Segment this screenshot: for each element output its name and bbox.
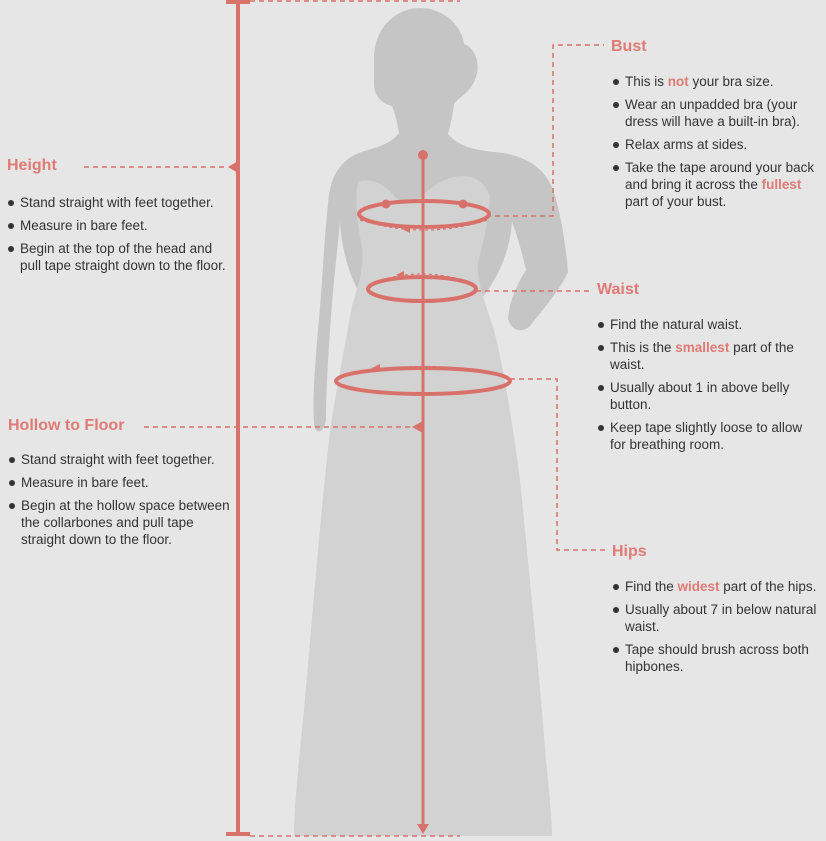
height-bullets	[8, 194, 230, 280]
list-item: Stand straight with feet together.	[8, 194, 230, 211]
silhouette	[294, 8, 568, 836]
highlighted-word: not	[667, 74, 689, 89]
list-item: Begin at the hollow space between the collarbones and pull tape straight down to the floor.	[9, 497, 234, 548]
hips-title: Hips	[612, 543, 647, 560]
height-title: Height	[7, 157, 57, 174]
list-item: Wear an unpadded bra (your dress will have a built-in bra).	[613, 96, 825, 130]
list-item: Begin at the top of the head and pull tape straight down to the floor.	[8, 240, 230, 274]
bust-bullets	[613, 73, 825, 216]
list-item: This is not your bra size.	[613, 73, 825, 90]
hips-bullets	[613, 578, 826, 681]
highlighted-word: smallest	[675, 340, 730, 355]
hollow-title: Hollow to Floor	[8, 417, 125, 434]
highlighted-word: fullest	[761, 177, 802, 192]
list-item: Find the natural waist.	[598, 316, 820, 333]
list-item: Relax arms at sides.	[613, 136, 825, 153]
list-item: Measure in bare feet.	[9, 474, 234, 491]
list-item: Take the tape around your back and bring it across the fullest part of your bust.	[613, 159, 825, 210]
hollow-bullets	[9, 451, 234, 554]
list-item: Usually about 7 in below natural waist.	[613, 601, 826, 635]
list-item: Keep tape slightly loose to allow for breathing room.	[598, 419, 820, 453]
list-item: Measure in bare feet.	[8, 217, 230, 234]
waist-bullets	[598, 316, 820, 459]
bust-title: Bust	[611, 38, 647, 55]
highlighted-word: widest	[677, 579, 720, 594]
list-item: Usually about 1 in above belly button.	[598, 379, 820, 413]
head-shape	[374, 8, 478, 140]
waist-title: Waist	[597, 281, 640, 298]
list-item: Tape should brush across both hipbones.	[613, 641, 826, 675]
list-item: Find the widest part of the hips.	[613, 578, 826, 595]
list-item: This is the smallest part of the waist.	[598, 339, 820, 373]
list-item: Stand straight with feet together.	[9, 451, 234, 468]
